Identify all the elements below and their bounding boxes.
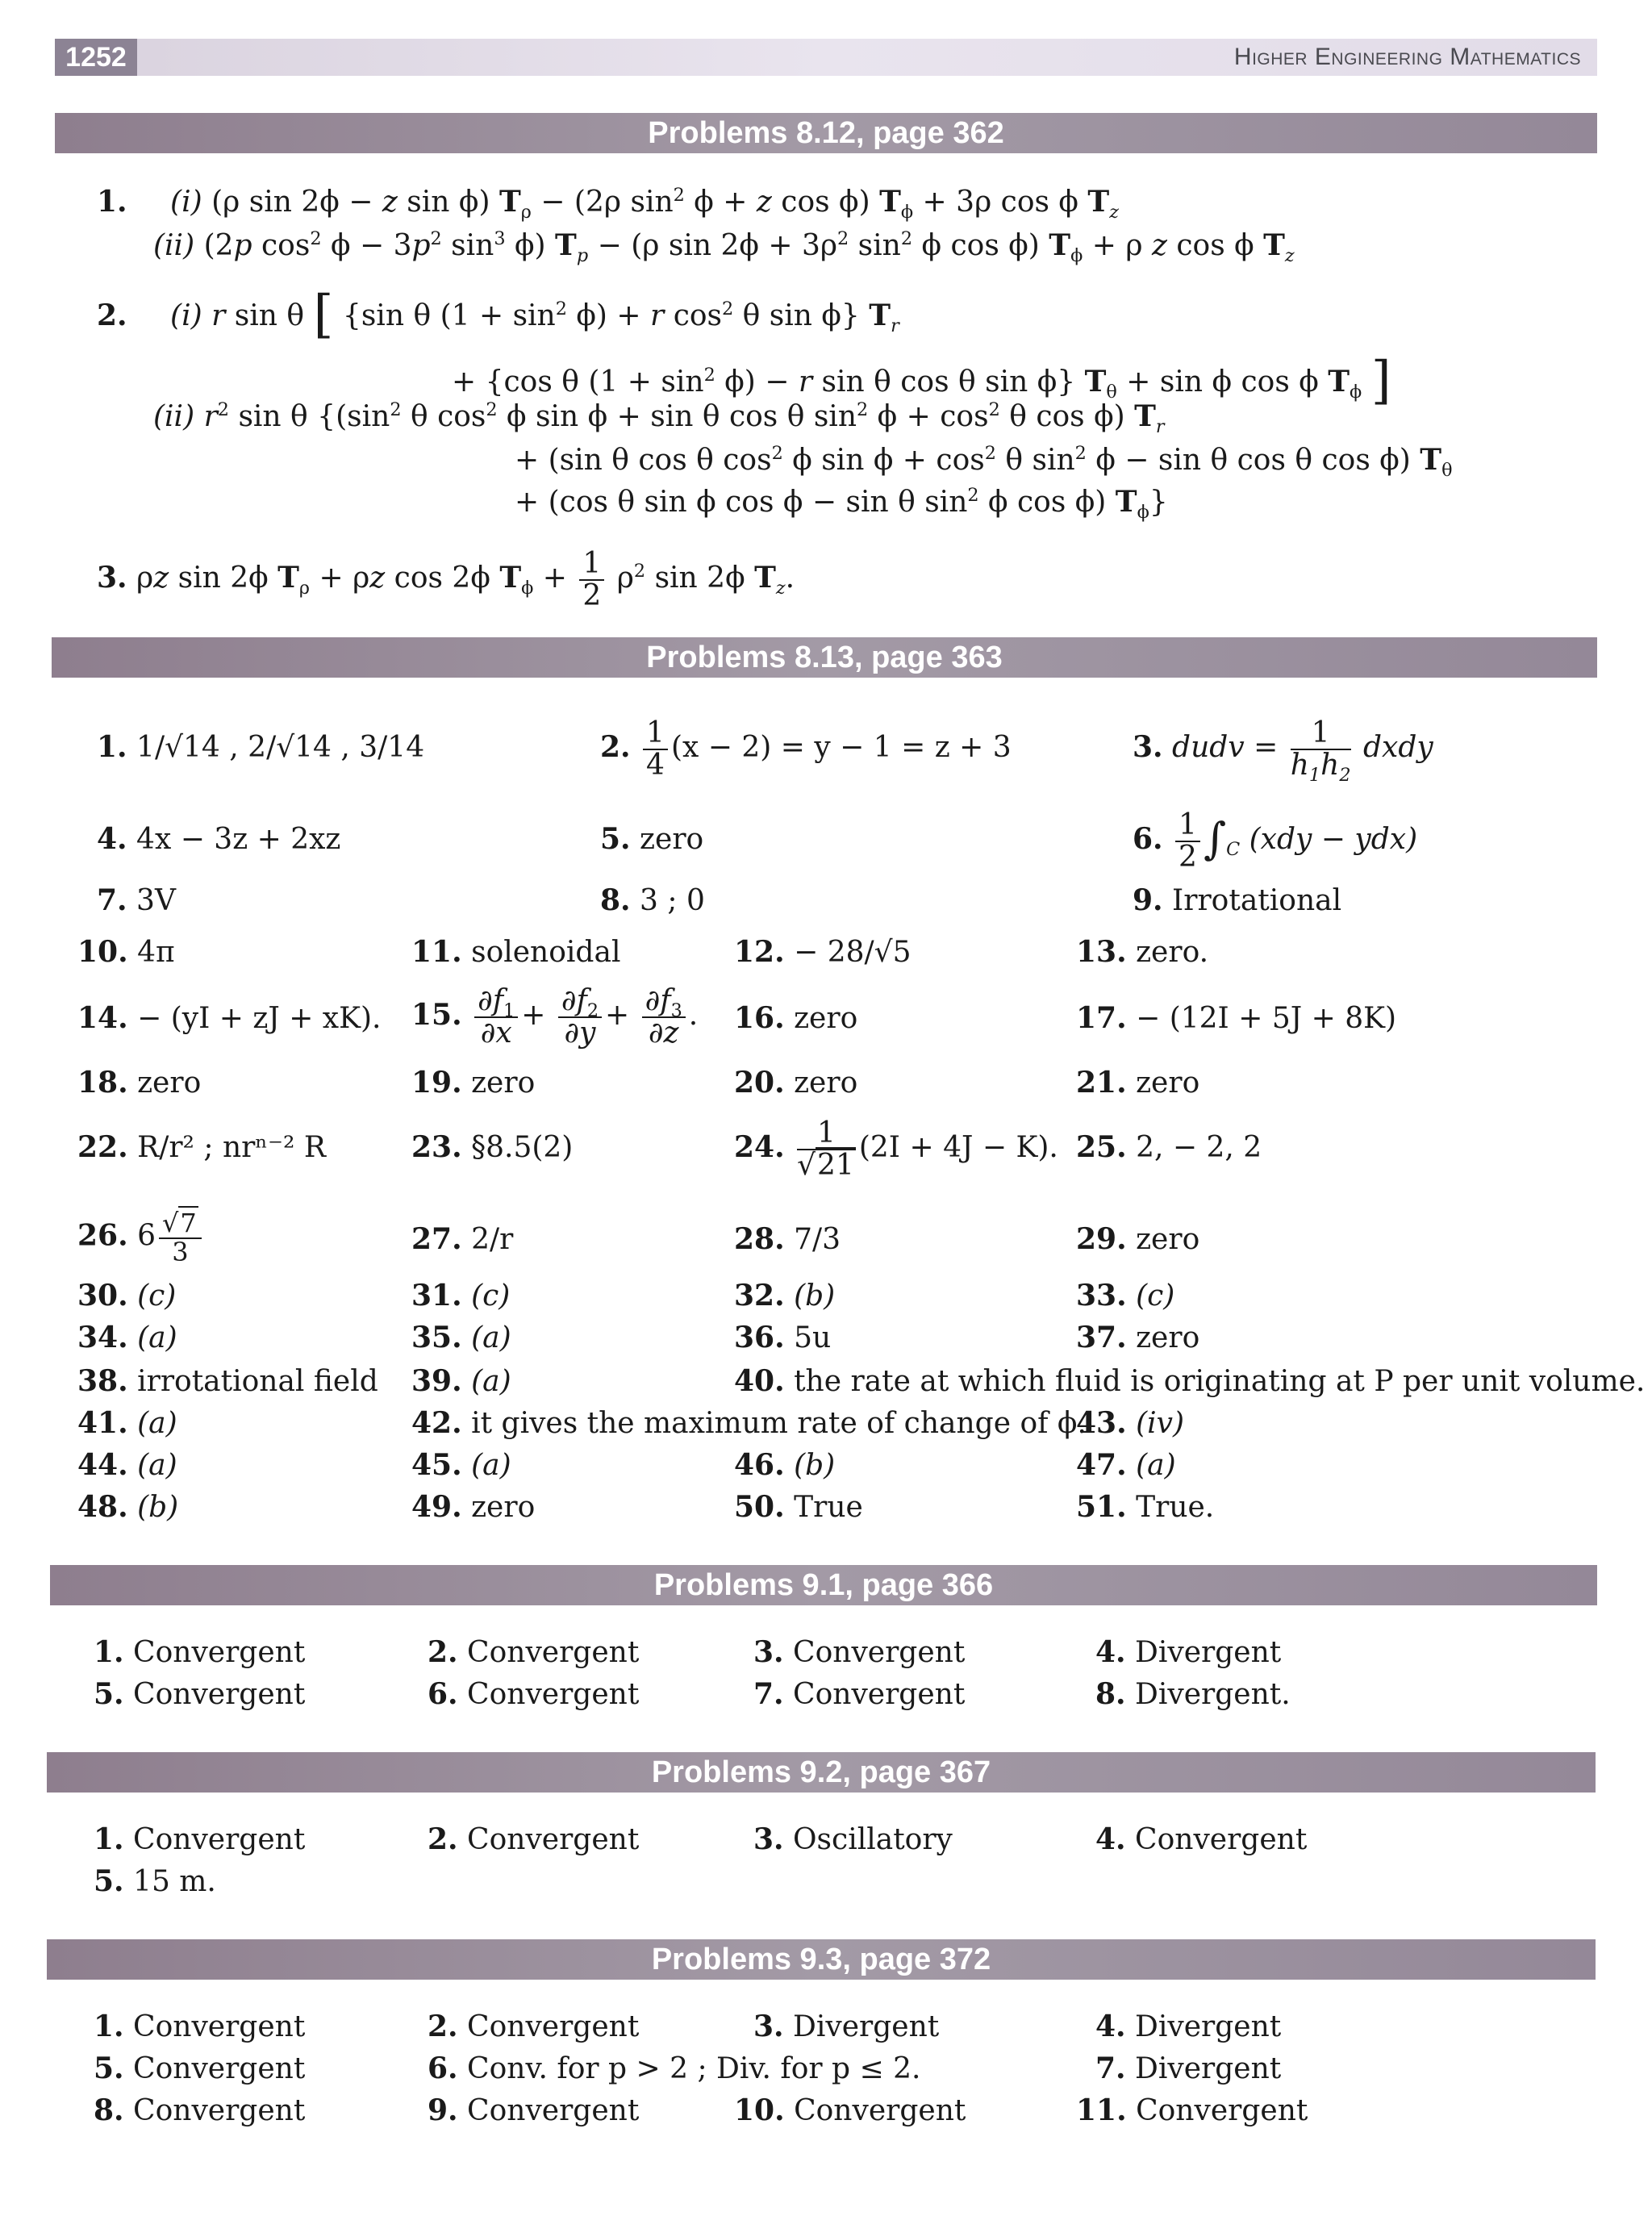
answer-text: (a) [471,1365,511,1398]
answer-text: zero [794,1066,858,1100]
problem-number: 51. [1076,1490,1127,1524]
answer-item [94,1677,306,1711]
problem-number: 33. [1076,1279,1127,1313]
problem-number: 32. [734,1279,785,1313]
answer-8-13-48 [77,1492,178,1522]
problem-number: 9. [1133,883,1163,917]
problem-number: 42. [411,1406,462,1440]
answer-text: Irrotational [1172,884,1342,917]
answer-item [753,1635,966,1669]
problem-number: 18. [77,1066,128,1100]
problem-number: 5. [94,1864,124,1898]
problem-number: 24. [734,1129,785,1164]
answer-item [1095,1677,1291,1711]
problem-number: 8. [94,2093,124,2127]
answer-text: (2I + 4J − K). [858,1130,1058,1164]
answer-8-13-51 [1076,1492,1214,1522]
problem-number: 19. [411,1066,462,1100]
part-label: (i) [170,186,202,219]
answer-text: Convergent [1126,2094,1308,2127]
answer-text: solenoidal [471,936,621,969]
answer-text: irrotational field [137,1365,378,1398]
problem-number: 7. [753,1677,784,1711]
problem-number: 46. [734,1448,785,1482]
answer-8-13-9 [1133,883,1342,917]
answer-8-13-27 [411,1222,514,1256]
answer-text: Convergent [784,2094,966,2127]
problem-number: 8. [600,883,631,917]
problem-number: 12. [734,935,785,969]
answer-8-13-21 [1076,1068,1199,1098]
answer-8-13-22 [77,1130,326,1164]
answer-text: 7/3 [794,1223,841,1256]
problem-number: 1. [97,730,127,764]
problem-number: 10. [734,2093,785,2127]
answer-8-13-10 [77,937,175,967]
answer-8-13-20 [734,1068,857,1098]
answer-item [428,2093,640,2127]
answer-item [94,1635,306,1669]
answer-text: 2/r [471,1223,514,1256]
answer-text: (c) [1136,1279,1175,1313]
answer-text: (a) [137,1321,177,1354]
page-number: 1252 [55,39,137,76]
problem-number: 40. [734,1364,785,1398]
answer-8-13-17 [1076,1001,1397,1035]
answer-text: 4x − 3z + 2xz [136,823,341,856]
answer-8-13-44 [77,1450,177,1480]
answer-8-13-45 [411,1450,511,1480]
problem-number: 2. [97,298,127,332]
problem-number: 23. [411,1130,462,1164]
problem-number: 45. [411,1448,462,1482]
answer-text: Convergent [1125,1823,1308,1856]
running-title: Higher Engineering Mathematics [1233,44,1581,70]
answer-8-13-41 [77,1406,177,1440]
problem-number: 1. [94,1822,124,1856]
answer-8-13-36 [734,1323,831,1353]
answer-8-13-15: 15. $\frac{\partial f_1}{\partial x}$ + $\frac{\partial f_2}{\partial y}$ + $\frac{\partial f_3}{\partial z}$ . [411,984,699,1050]
answer-8-12-1-i: 1. (i) (ρ sin 2ϕ − z sin ϕ) $T_\rho - (2\rho$ $\sin^2 \phi + z$ cos ϕ) $T_\phi + 3\rho$ cos ϕ $T_z$ [97,185,1119,223]
part-label: (i) [170,299,202,332]
problem-number: 8. [1095,1677,1126,1711]
answer-8-13-39 [411,1364,511,1398]
answer-text: (a) [137,1407,177,1440]
answer-8-13-47 [1076,1450,1176,1480]
answer-text: Convergent [457,1636,640,1669]
answer-text: (a) [137,1449,177,1482]
problem-number: 3. [753,1635,784,1669]
page-header [55,39,1597,76]
answer-8-13-8 [600,883,705,917]
problem-number: 6. [428,2051,458,2085]
answer-item [1076,2093,1308,2127]
answer-8-13-2: 2. $\frac{1}{4}$ (x − 2) = y − 1 = z + 3 [600,716,1012,782]
answer-8-13-5 [600,824,703,854]
answer-8-13-40 [734,1364,1646,1398]
answer-text: Divergent [1125,1636,1282,1669]
answer-text: − (yI + zJ + xK). [137,1002,382,1035]
answer-item [428,1677,640,1711]
problem-number: 5. [94,1677,124,1711]
answer-text: Divergent [1125,2052,1282,2085]
problem-number: 36. [734,1321,785,1354]
answer-text: zero. [1136,936,1209,969]
answer-8-13-11 [411,937,620,967]
answer-text: Convergent [457,2094,640,2127]
answer-8-13-50 [734,1492,863,1522]
answer-item [1095,2051,1282,2085]
problem-number: 2. [600,729,631,764]
section-heading-9-1: Problems 9.1, page 366 [50,1565,1597,1605]
answer-text: 15 m. [123,1865,216,1898]
answer-text: zero [640,823,704,856]
problem-number: 44. [77,1448,128,1482]
section-heading-9-2: Problems 9.2, page 367 [47,1752,1596,1793]
answer-text: (a) [1136,1449,1176,1482]
problem-number: 1. [94,1635,124,1669]
answer-item [1095,2012,1281,2042]
problem-number: 13. [1076,935,1127,969]
problem-number: 21. [1076,1066,1127,1100]
problem-number: 2. [428,1822,458,1856]
answer-8-12-2-i-cont: + {cos θ $(1 + \sin^2 \phi) - r$ sin θ cos θ sin ϕ} $T_\theta + \sin \phi$ cos ϕ $T_\phi$ ] [452,351,1391,411]
answer-text: (b) [794,1449,836,1482]
answer-text: 2, − 2, 2 [1136,1131,1262,1164]
answer-8-13-24: 24. $\frac{1}{√21}$ (2I + 4J − K). [734,1116,1058,1182]
problem-number: 6. [1133,821,1163,856]
answer-text: zero [1136,1321,1200,1354]
answer-text: True. [1136,1491,1215,1524]
answer-text: Convergent [457,2010,640,2043]
answer-8-13-12 [734,937,911,967]
answer-text: 3V [136,884,176,917]
answer-item [94,2051,306,2085]
answer-8-12-1-ii: (ii) (2p $\cos^2 \phi - 3p^2$ $\sin^3 \phi$) $T_p - (\rho$ $\sin 2\phi + 3\rho^2$ $\sin^2 \phi$ cos ϕ) $T_\phi + \rho$ z cos ϕ $T_z$ [153,228,1295,267]
answer-text: zero [794,1002,858,1035]
answer-item [428,2051,921,2085]
answer-text: Divergent. [1125,1678,1291,1711]
problem-number: 2. [428,2010,458,2043]
problem-number: 35. [411,1321,462,1354]
answer-text: Convergent [123,2094,306,2127]
answer-item [94,1864,216,1898]
answer-8-13-43 [1076,1406,1185,1440]
answer-8-13-28 [734,1222,841,1256]
answer-text: 4π [137,936,175,969]
problem-number: 15. [411,997,462,1032]
answer-text: R/r² ; nrⁿ⁻² R [137,1131,326,1164]
answer-8-13-37 [1076,1323,1199,1353]
problem-number: 27. [411,1222,462,1256]
answer-8-13-33 [1076,1281,1174,1311]
answer-text: Convergent [123,1823,306,1856]
problem-number: 41. [77,1406,128,1440]
answer-text: Convergent [123,1636,306,1669]
answer-8-13-46 [734,1450,835,1480]
problem-number: 47. [1076,1448,1127,1482]
answer-8-13-30 [77,1281,176,1311]
answer-8-13-29 [1076,1222,1200,1256]
answer-8-13-7 [97,883,176,917]
answer-text: − (12I + 5J + 8K) [1136,1002,1397,1035]
problem-number: 22. [77,1130,128,1164]
problem-number: 4. [97,822,127,856]
answer-item [428,1822,640,1856]
problem-number: 1. [97,185,127,219]
answer-8-13-14 [77,1001,382,1035]
answer-text: zero [1136,1066,1200,1100]
answer-text: 1/√14 , 2/√14 , 3/14 [136,731,425,764]
answer-8-13-35 [411,1323,511,1353]
answer-text: (b) [794,1279,836,1313]
answer-text: zero [1136,1223,1200,1256]
problem-number: 2. [428,1635,458,1669]
problem-number: 11. [1076,2093,1127,2127]
answer-text: zero [137,1066,202,1100]
answer-text: Convergent [123,1678,306,1711]
answer-item [734,2093,966,2127]
answer-text: Divergent [1125,2010,1282,2043]
problem-number: 37. [1076,1321,1127,1354]
problem-number: 6. [428,1677,458,1711]
answer-8-13-42 [411,1406,1087,1440]
answer-text: (a) [471,1321,511,1354]
answer-text: Convergent [123,2010,306,2043]
answer-text: it gives the maximum rate of change of ϕ. [471,1407,1087,1440]
answer-8-13-18 [77,1068,201,1098]
answer-8-13-34 [77,1323,177,1353]
answer-8-13-4 [97,824,340,854]
problem-number: 5. [94,2051,124,2085]
problem-number: 3. [97,560,127,595]
answer-item [94,2012,305,2042]
problem-number: 7. [97,883,127,917]
answer-text: 3 ; 0 [640,884,705,917]
answer-text: (a) [471,1449,511,1482]
answer-item [94,2093,306,2127]
problem-number: 16. [734,1001,785,1035]
problem-number: 3. [1133,729,1163,764]
answer-8-13-31 [411,1281,510,1311]
answer-text: §8.5(2) [471,1131,574,1164]
answer-8-13-23 [411,1130,574,1164]
answer-8-12-2-ii-cont2: + (cos θ sin ϕ cos ϕ − sin θ $\sin^2 \phi$ cos ϕ) $T_\phi$} [515,485,1168,524]
problem-number: 43. [1076,1406,1127,1440]
problem-number: 4. [1095,1822,1126,1856]
answer-8-12-3: 3. ρz sin 2ϕ $T_\rho + \rho z$ cos 2ϕ $T_\phi$ + $\frac{1}{2}$ $\rho^2$ sin 2ϕ $T_z$. [97,547,795,612]
problem-number: 17. [1076,1001,1127,1035]
problem-number: 39. [411,1364,462,1398]
answer-8-13-1 [97,732,424,762]
problem-number: 10. [77,935,128,969]
problem-number: 4. [1095,2010,1126,2043]
answer-text: (xdy − ydx) [1249,822,1418,856]
answer-text: (c) [137,1279,177,1313]
answer-text: Oscillatory [783,1823,953,1856]
answer-item [753,1677,966,1711]
problem-number: 1. [94,2010,124,2043]
answer-item [1095,1822,1308,1856]
answer-text: Convergent [783,1636,966,1669]
problem-number: 49. [411,1490,462,1524]
answer-item [753,2012,939,2042]
answer-text: True [794,1491,863,1524]
answer-8-13-26: 26. 6 $\frac{√7}{3}$ [77,1210,205,1266]
answer-item [1095,1635,1282,1669]
answer-8-13-25 [1076,1130,1262,1164]
answer-item [94,1822,306,1856]
problem-number: 3. [753,1822,784,1856]
answer-text: (iv) [1136,1407,1185,1440]
answer-item [753,1822,953,1856]
part-label: (ii) [153,229,195,262]
problem-number: 28. [734,1222,785,1256]
problem-number: 11. [411,935,462,969]
answer-text: Convergent [783,1678,966,1711]
answer-8-13-13 [1076,937,1208,967]
problem-number: 4. [1095,1635,1126,1669]
answer-text: the rate at which fluid is originating at P per unit volume. [794,1365,1646,1398]
problem-number: 48. [77,1490,128,1524]
answer-text: Convergent [123,2052,306,2085]
answer-text: Convergent [457,1823,640,1856]
problem-number: 26. [77,1218,128,1253]
problem-number: 30. [77,1279,128,1313]
answer-text: Convergent [457,1678,640,1711]
problem-number: 9. [428,2093,458,2127]
problem-number: 38. [77,1364,128,1398]
section-heading-8-12: Problems 8.12, page 362 [55,113,1597,153]
answer-8-13-32 [734,1281,835,1311]
problem-number: 25. [1076,1130,1127,1164]
problem-number: 5. [600,822,631,856]
answer-item [428,1635,640,1669]
answer-8-13-49 [411,1492,535,1522]
answer-8-13-16 [734,1001,858,1035]
answer-text: (c) [471,1279,511,1313]
section-heading-8-13: Problems 8.13, page 363 [52,637,1597,678]
problem-number: 7. [1095,2051,1126,2085]
answer-item [428,2012,639,2042]
part-label: (ii) [153,400,195,433]
answer-text: Divergent [783,2010,940,2043]
answer-8-12-2-i: 2. (i) r sin θ [ {sin θ $(1 + \sin^2 \phi) + r$ $\cos^2 \theta$ sin ϕ} $T_r$ [97,285,899,344]
problem-number: 3. [753,2010,784,2043]
answer-8-13-6: 6. $\frac{1}{2}$ $\int_C$ (xdy − ydx) [1133,808,1418,874]
problem-number: 14. [77,1001,128,1035]
answer-text: dudv = [1172,730,1279,764]
answer-8-12-2-ii-cont1: + (sin θ cos θ $\cos^2 \phi$ $\sin \phi + \cos^2 \theta$ $\sin^2 \phi - \sin \theta$ cos θ cos ϕ) $T_\theta$ [515,443,1453,482]
answer-text: zero [471,1066,536,1100]
answer-8-13-19 [411,1068,535,1098]
answer-8-13-3: 3. dudv = $\frac{1}{h_1h_2}$ dxdy [1133,716,1433,786]
answer-text: − 28/√5 [794,936,912,969]
problem-number: 29. [1076,1222,1127,1256]
problem-number: 34. [77,1321,128,1354]
answer-text: (x − 2) = y − 1 = z + 3 [670,730,1012,764]
answer-text: 5u [794,1321,832,1354]
answer-text: (b) [137,1491,179,1524]
answer-8-12-2-ii: (ii) $r^2$ sin θ {($\sin^2$ θ $\cos^2 \phi$ sin ϕ + sin θ cos θ $\sin^2 \phi + \cos^2 \theta$ cos ϕ) $T_r$ [153,399,1165,438]
problem-number: 50. [734,1490,785,1524]
problem-number: 20. [734,1066,785,1100]
section-heading-9-3: Problems 9.3, page 372 [47,1939,1596,1980]
problem-number: 31. [411,1279,462,1313]
answer-text: zero [471,1491,536,1524]
answer-8-13-38 [77,1364,378,1398]
answer-text: Conv. for p > 2 ; Div. for p ≤ 2. [457,2052,921,2085]
